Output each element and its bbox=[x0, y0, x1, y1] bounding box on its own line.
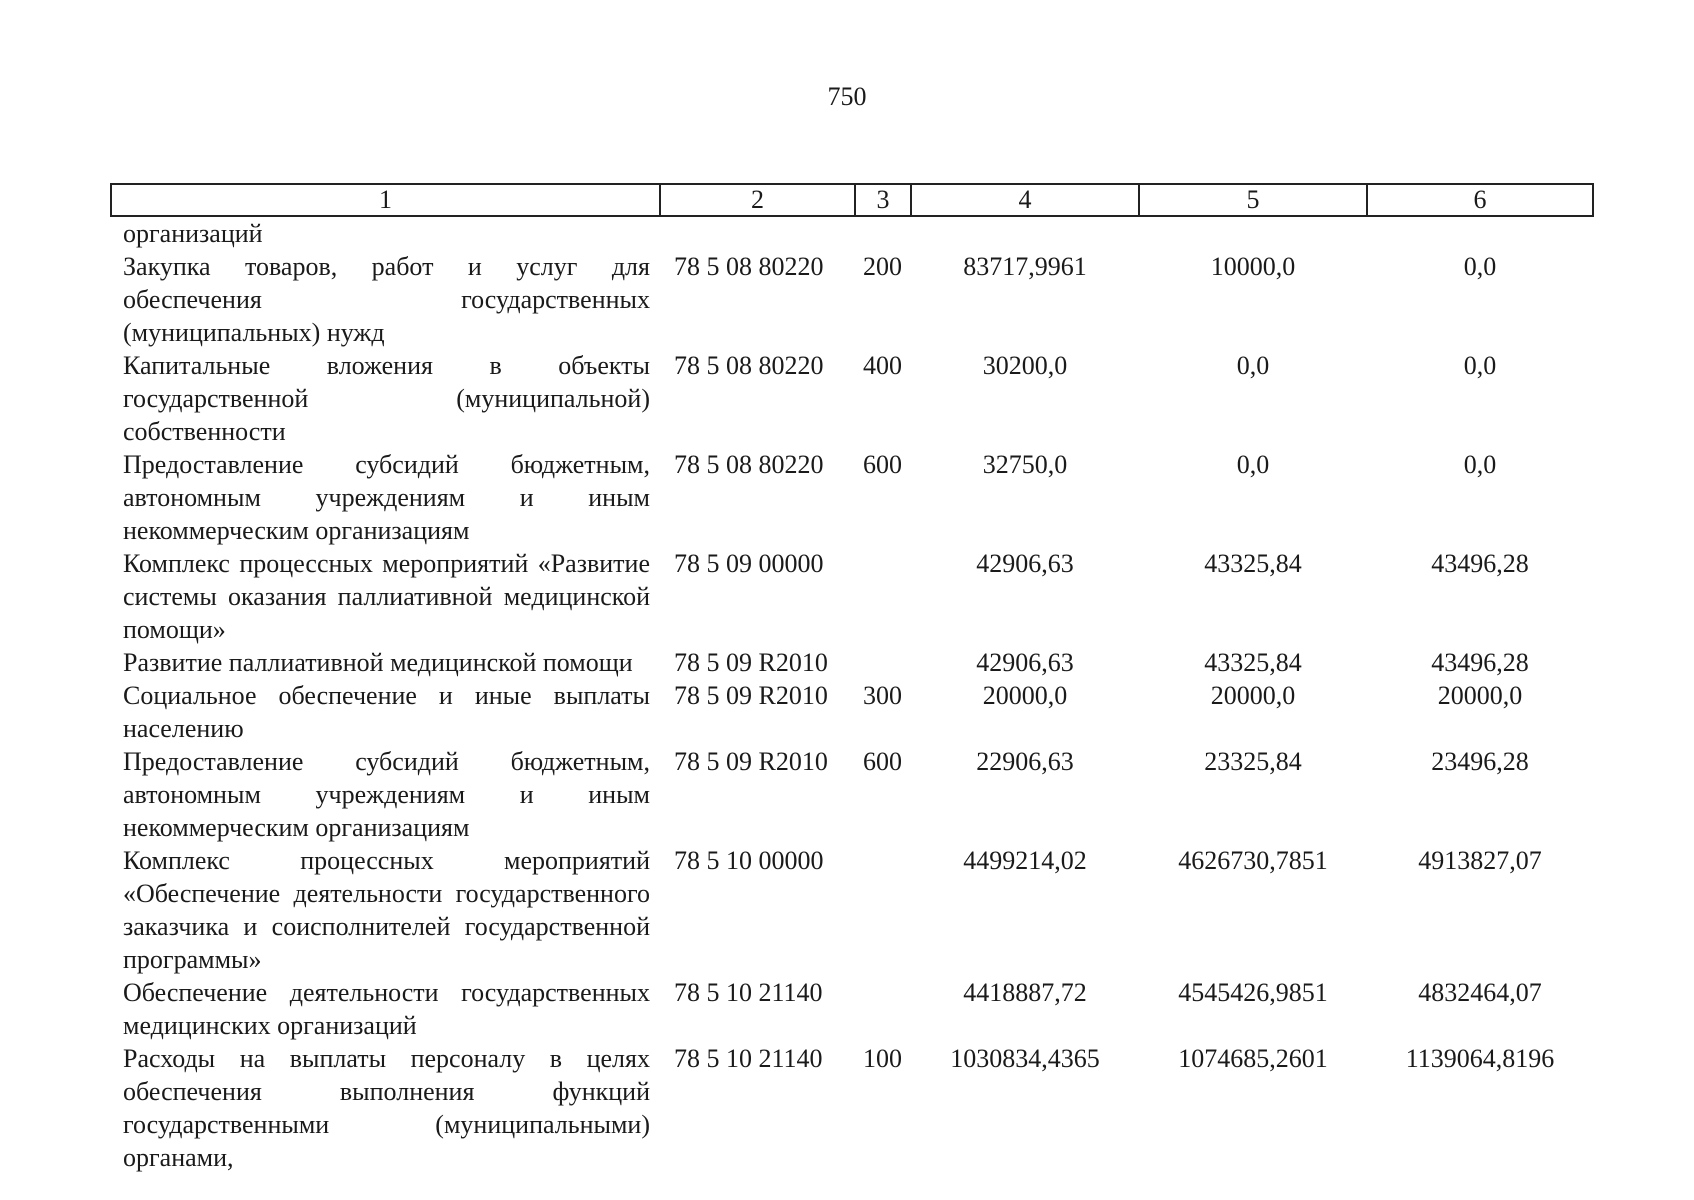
column-header: 6 bbox=[1367, 184, 1593, 216]
table-row bbox=[111, 976, 1593, 1042]
row-code-cell: 78 5 10 00000 bbox=[674, 846, 824, 875]
row-name-cell: Социальное обеспечение и иные выплаты населению bbox=[123, 681, 650, 743]
row-name-cell: Предоставление субсидий бюджетным, автономным учреждениям и иным некоммерческим организациям bbox=[123, 747, 650, 842]
row-value-cell: 42906,63 bbox=[976, 549, 1074, 578]
row-type-cell bbox=[855, 216, 911, 250]
table-row bbox=[111, 547, 1593, 646]
row-value-cell: 20000,0 bbox=[1210, 681, 1296, 710]
row-value-cell: 4499214,02 bbox=[963, 846, 1087, 875]
row-value-cell: 32750,0 bbox=[982, 450, 1068, 479]
row-type-cell bbox=[855, 547, 911, 646]
row-name-cell: Комплекс процессных мероприятий «Обеспечение деятельности государственного заказчика и соисполнителей государственной программы» bbox=[123, 846, 650, 974]
row-name-cell: Расходы на выплаты персоналу в целях обеспечения выполнения функций государственными (муниципальными) органами, bbox=[123, 1044, 650, 1172]
row-code-cell: 78 5 10 21140 bbox=[674, 1044, 823, 1073]
row-type-cell: 100 bbox=[863, 1044, 902, 1073]
row-value-cell: 4626730,7851 bbox=[1178, 846, 1328, 875]
row-code-cell bbox=[660, 216, 855, 250]
row-type-cell: 200 bbox=[863, 252, 902, 281]
row-value-cell: 0,0 bbox=[1463, 450, 1497, 479]
table-row bbox=[111, 679, 1593, 745]
row-value-cell: 4545426,9851 bbox=[1178, 978, 1328, 1007]
row-value-cell: 43496,28 bbox=[1431, 549, 1529, 578]
row-type-cell: 600 bbox=[863, 450, 902, 479]
row-value-cell bbox=[1367, 216, 1593, 250]
row-value-cell: 0,0 bbox=[1236, 351, 1270, 380]
table-row bbox=[111, 250, 1593, 349]
row-value-cell: 0,0 bbox=[1463, 351, 1497, 380]
row-type-cell: 400 bbox=[863, 351, 902, 380]
row-type-cell bbox=[855, 976, 911, 1042]
row-value-cell: 1030834,4365 bbox=[950, 1044, 1100, 1073]
column-header: 2 bbox=[660, 184, 855, 216]
column-header: 3 bbox=[855, 184, 911, 216]
row-value-cell: 1139064,8196 bbox=[1405, 1044, 1555, 1073]
row-type-cell: 600 bbox=[863, 747, 902, 776]
table-row bbox=[111, 1042, 1593, 1174]
row-value-cell bbox=[911, 216, 1139, 250]
row-value-cell: 0,0 bbox=[1236, 450, 1270, 479]
row-value-cell: 83717,9961 bbox=[963, 252, 1087, 281]
row-code-cell: 78 5 09 00000 bbox=[674, 549, 824, 578]
row-code-cell: 78 5 08 80220 bbox=[674, 351, 824, 380]
row-name-cell: организаций bbox=[123, 219, 263, 248]
row-value-cell: 23325,84 bbox=[1204, 747, 1302, 776]
row-code-cell: 78 5 10 21140 bbox=[674, 978, 823, 1007]
row-code-cell: 78 5 09 R2010 bbox=[674, 681, 828, 710]
table-row bbox=[111, 745, 1593, 844]
row-value-cell: 10000,0 bbox=[1210, 252, 1296, 281]
column-header: 1 bbox=[111, 184, 660, 216]
row-code-cell: 78 5 08 80220 bbox=[674, 450, 824, 479]
row-value-cell: 4913827,07 bbox=[1418, 846, 1542, 875]
row-value-cell: 1074685,2601 bbox=[1178, 1044, 1328, 1073]
row-name-cell: Обеспечение деятельности государственных медицинских организаций bbox=[123, 978, 650, 1040]
row-value-cell: 4832464,07 bbox=[1418, 978, 1542, 1007]
row-value-cell: 43325,84 bbox=[1204, 549, 1302, 578]
column-header: 5 bbox=[1139, 184, 1367, 216]
row-name-cell: Развитие паллиативной медицинской помощи bbox=[123, 648, 633, 677]
table-body bbox=[111, 216, 1593, 1174]
row-value-cell: 22906,63 bbox=[976, 747, 1074, 776]
row-code-cell: 78 5 08 80220 bbox=[674, 252, 824, 281]
row-code-cell: 78 5 09 R2010 bbox=[674, 747, 828, 776]
row-name-cell: Капитальные вложения в объекты государственной (муниципальной) собственности bbox=[123, 351, 650, 446]
table-row bbox=[111, 646, 1593, 679]
table-row bbox=[111, 844, 1593, 976]
row-type-cell bbox=[855, 844, 911, 976]
table-row bbox=[111, 216, 1593, 250]
page-number: 750 bbox=[827, 82, 867, 111]
row-name-cell: Закупка товаров, работ и услуг для обеспечения государственных (муниципальных) нужд bbox=[123, 252, 650, 347]
row-value-cell: 4418887,72 bbox=[963, 978, 1087, 1007]
row-code-cell: 78 5 09 R2010 bbox=[674, 648, 828, 677]
row-value-cell: 20000,0 bbox=[982, 681, 1068, 710]
row-name-cell: Предоставление субсидий бюджетным, автономным учреждениям и иным некоммерческим организациям bbox=[123, 450, 650, 545]
budget-table bbox=[110, 183, 1594, 1174]
row-type-cell: 300 bbox=[863, 681, 902, 710]
row-value-cell: 0,0 bbox=[1463, 252, 1497, 281]
column-header: 4 bbox=[911, 184, 1139, 216]
table-row bbox=[111, 349, 1593, 448]
row-value-cell: 43496,28 bbox=[1431, 648, 1529, 677]
row-name-cell: Комплекс процессных мероприятий «Развитие системы оказания паллиативной медицинской помощи» bbox=[123, 549, 650, 644]
row-value-cell: 30200,0 bbox=[982, 351, 1068, 380]
table-row bbox=[111, 448, 1593, 547]
row-value-cell: 23496,28 bbox=[1431, 747, 1529, 776]
row-value-cell: 20000,0 bbox=[1437, 681, 1523, 710]
table-header-row bbox=[111, 184, 1593, 216]
row-value-cell: 42906,63 bbox=[976, 648, 1074, 677]
row-value-cell: 43325,84 bbox=[1204, 648, 1302, 677]
row-type-cell bbox=[855, 646, 911, 679]
row-value-cell bbox=[1139, 216, 1367, 250]
